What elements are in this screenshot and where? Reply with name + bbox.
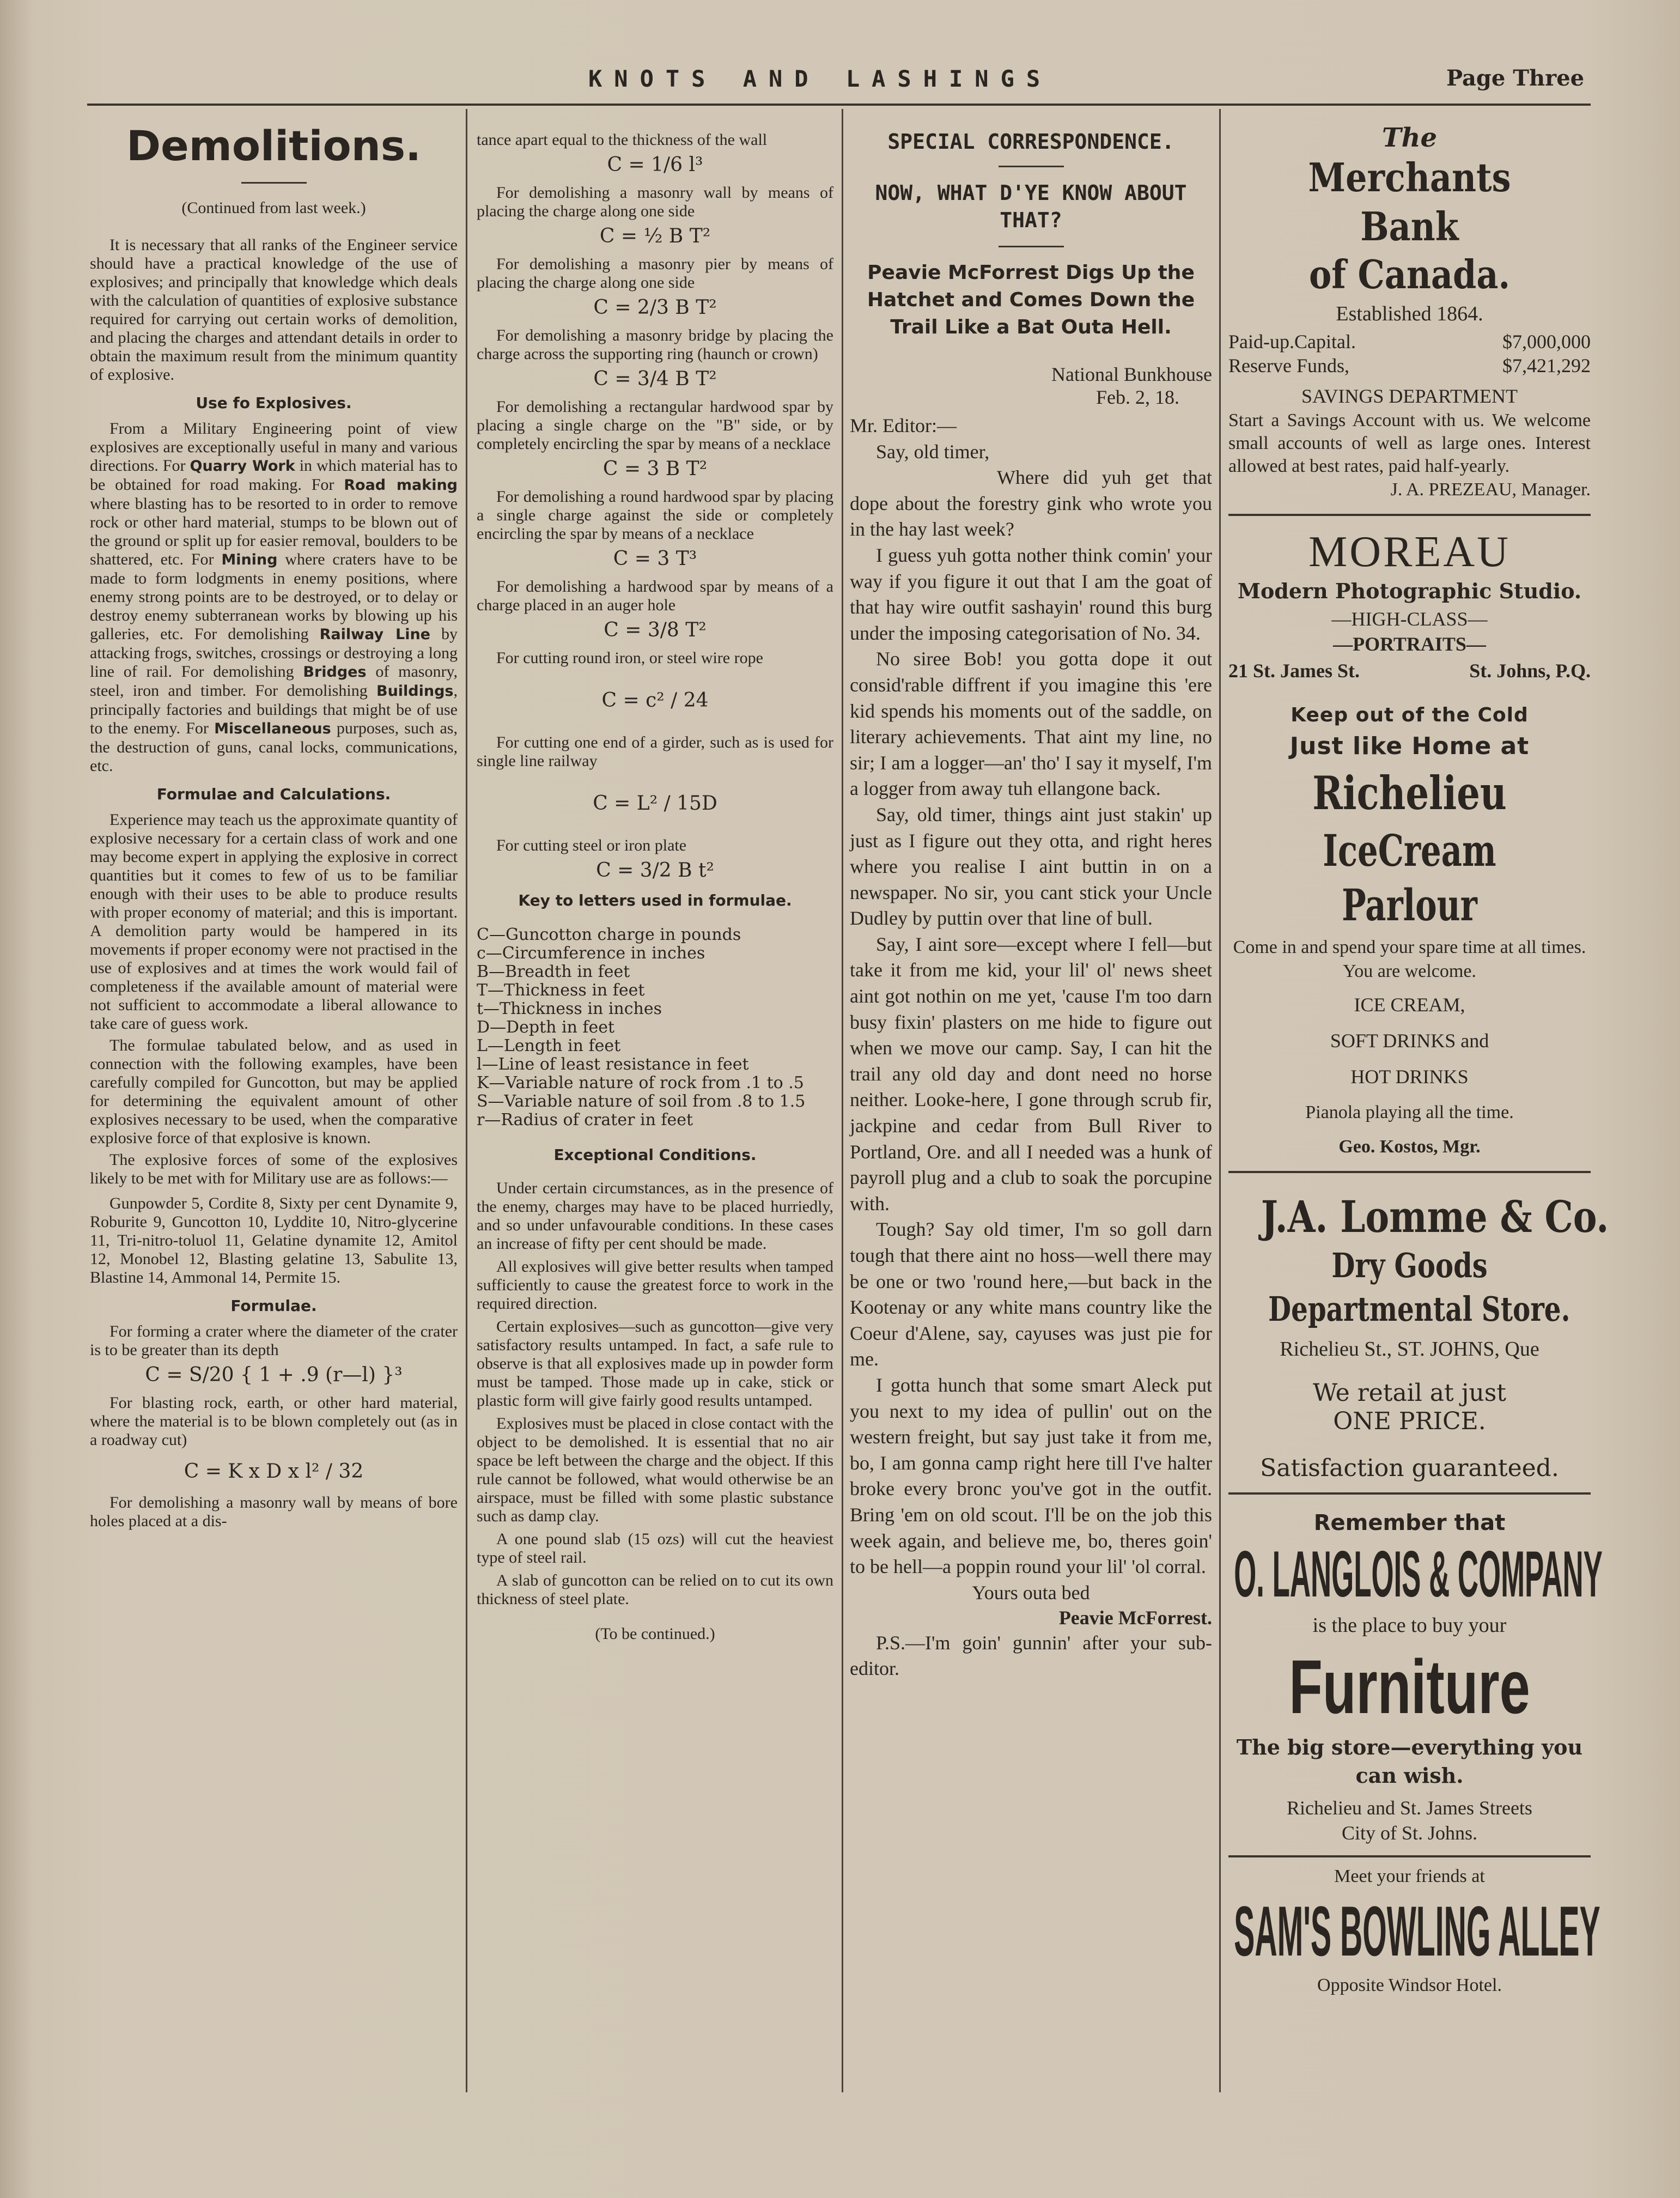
langlois-remember: Remember that xyxy=(1313,1510,1506,1535)
paragraph: Say, old timer, things aint just stakin' up just as I figure out they otta, and right heres where you realise I aint buttin in on a newspaper. No sir, you cant stick your Uncle Dudley by puttin over that line of bull. xyxy=(850,803,1212,930)
bank-established: Established 1864. xyxy=(1336,302,1483,325)
paragraph: All explosives will give better results when tamped sufficiently to cause the greatest force to work in the required direction. xyxy=(477,1258,833,1313)
richelieu-pianola: Pianola playing all the time. xyxy=(1305,1102,1514,1122)
langlois-address1: Richelieu and St. James Streets xyxy=(1287,1797,1532,1819)
column-rule xyxy=(842,109,843,2092)
paragraph-uses: From a Military Engineering point of view explosives are exceptionally useful in many and various directions. For Quarry Work in which material has to be obtained for road making. For Road making where blasting has to be resorted to in order to remove rock or other hard material, stumps to be blown out of the ground or split up for easier removal, boulders to be shattered, etc. For Mining where craters have to be made to form lodgments in enemy positions, where enemy strong points are to be destroyed, or to delay or destroy enemy subterranean works by blowing up his galleries, etc. For demolishing Railway Line by attacking frogs, switches, crossings or destroying a long line of rail. For demolishing Bridges of masonry, steel, iron and timber. For demolishing Buildings, principally factories and buildings that might be of use to the enemy. For Miscellaneous purposes, such as, the destruction of guns, canal locks, communications, etc. xyxy=(90,420,458,775)
richelieu-parlour: IceCream Parlour xyxy=(1323,825,1496,931)
paragraph: tance apart equal to the thickness of the wall xyxy=(477,131,768,149)
ad-divider xyxy=(1228,1171,1591,1173)
paragraph: For demolishing a masonry wall by means of bore holes placed at a dis- xyxy=(90,1493,458,1530)
formula: C = 3/8 T² xyxy=(604,619,707,641)
moreau-address xyxy=(1228,657,1591,685)
ad-lomme xyxy=(1228,1189,1609,1485)
formula: C = 3 B T² xyxy=(602,458,708,480)
paragraph: For cutting round iron, or steel wire rope xyxy=(496,649,763,667)
formula: C = 2/3 B T² xyxy=(593,296,717,319)
paragraph: Say, old timer, xyxy=(876,440,990,463)
bank-manager: J. A. PREZEAU, Manager. xyxy=(1390,479,1591,500)
richelieu-text: Come in and spend your spare time at all times. You are welcome. xyxy=(1233,937,1586,981)
section-heading: Exceptional Conditions. xyxy=(553,1146,757,1164)
formula: C = 1/6 l³ xyxy=(607,154,703,176)
richelieu-name: Richelieu xyxy=(1312,766,1507,820)
paragraph: For demolishing a masonry pier by means of placing the charge along one side xyxy=(477,255,833,292)
continued-note: (Continued from last week.) xyxy=(181,199,366,217)
column-rule xyxy=(1219,109,1221,2092)
langlois-address2: City of St. Johns. xyxy=(1341,1822,1478,1844)
key-item: K—Variable nature of rock from .1 to .5 xyxy=(477,1073,804,1092)
moreau-name: MOREAU xyxy=(1308,528,1511,576)
lomme-satisfaction: Satisfaction guaranteed. xyxy=(1260,1454,1559,1482)
paragraph: I guess yuh gotta nother think comin' your way if you figure it out that I am the goat of that hay wire outfit sashayin' round this burg under the imposing categorisation of No. 34. xyxy=(850,544,1212,644)
section-heading: Key to letters used in formulae. xyxy=(518,891,792,909)
paragraph: Experience may teach us the approximate quantity of explosive necessary for a certain class of work and one may become expert in applying the explosive in correct quantities but it comes to few of us to be familiar enough with their uses to be able to produce results with proper economy of material; and this is important. A demolition party would be hampered in its movements if proper economy were not practised in the use of explosives and at times the work would fail of completeness if the available amount of material were not sufficient to accommodate a liberal allowance to take care of guess work. xyxy=(90,811,458,1033)
richelieu-manager: Geo. Kostos, Mgr. xyxy=(1338,1137,1481,1157)
lomme-name: J.A. Lomme & Co. xyxy=(1261,1191,1609,1242)
formula: C = L² / 15D xyxy=(593,792,717,815)
moreau-city: St. Johns, P.Q. xyxy=(1469,660,1591,682)
advertisements xyxy=(1228,123,1609,1999)
moreau-portraits: —PORTRAITS— xyxy=(1333,633,1486,655)
letter-place: National Bunkhouse xyxy=(1051,363,1212,385)
formula: C = K x D x l² / 32 xyxy=(184,1460,364,1483)
lomme-address: Richelieu St., ST. JOHNS, Que xyxy=(1280,1338,1539,1361)
page-number: Page Three xyxy=(1446,65,1585,91)
paragraph: Certain explosives—such as guncotton—give very satisfactory results untamped. In fact, a safe rule to observe is that all explosives made up in powder form must be tamped. Those made up in cake, stick or plastic form will give fairly good results untamped. xyxy=(477,1317,833,1410)
bank-name-line2: of Canada. xyxy=(1308,251,1511,297)
capital-label: Paid-up.Capital. xyxy=(1228,331,1356,353)
ad-divider xyxy=(1228,1492,1591,1495)
richelieu-tag1: Keep out of the Cold xyxy=(1291,704,1529,726)
lomme-retail2: ONE PRICE. xyxy=(1333,1407,1486,1435)
paragraph: For demolishing a hardwood spar by means of a charge placed in an auger hole xyxy=(477,578,833,614)
page-header xyxy=(0,65,1680,98)
savings-dept: SAVINGS DEPARTMENT xyxy=(1301,385,1518,407)
formula: C = 3/2 B t² xyxy=(596,859,714,882)
paragraph: Gunpowder 5, Cordite 8, Sixty per cent Dynamite 9, Roburite 9, Guncotton 10, Lyddite 10, Nitro-glycerine 11, Tri-nitro-toluol 11, Gelatine dynamite 12, Amitol 12, Monobel 12, Blasting gelatine 13, Sabulite 13, Blastine 14, Ammonal 14, Permite 15. xyxy=(90,1194,458,1286)
postscript: P.S.—I'm goin' gunnin' after your sub-editor. xyxy=(850,1631,1212,1680)
paragraph: No siree Bob! you gotta dope it out consid'rable diffrent if you imagine this 'ere kid spends his moments out of the saddle, on literary achievements. That aint my line, no sir; I am a logger—an' tho' I say it myself, I'm a logger from away tuh ellangone back. xyxy=(850,648,1212,800)
moreau-class: —HIGH-CLASS— xyxy=(1331,608,1488,630)
key-item: T—Thickness in feet xyxy=(477,981,645,1000)
paragraph: Under certain circumstances, as in the presence of the enemy, charges may have to be placed hurriedly, and so under unfavourable conditions. In these cases an increase of fifty per cent should be made. xyxy=(477,1179,833,1253)
article-demolitions-continued xyxy=(477,131,833,1643)
article-special-correspondence xyxy=(850,130,1212,1682)
section-heading: Formulae. xyxy=(230,1297,317,1315)
paragraph: For demolishing a masonry wall by means of placing the charge along one side xyxy=(477,184,833,220)
richelieu-tag2: Just like Home at xyxy=(1289,732,1530,760)
headline: Demolitions. xyxy=(126,122,421,170)
ad-divider xyxy=(1228,1855,1591,1857)
formula: C = 3/4 B T² xyxy=(593,368,717,390)
paragraph: For cutting steel or iron plate xyxy=(496,836,687,854)
menu-item: ICE CREAM, xyxy=(1354,994,1465,1016)
ad-divider xyxy=(1228,514,1591,516)
paragraph: For demolishing a masonry bridge by placing the charge across the supporting ring (haunch or crown) xyxy=(477,326,833,363)
paragraph: I gotta hunch that some smart Aleck put you next to my idea of pullin' out on the western freight, but say just take it from me, bo, I am gonna camp right here till I've halter broke every bronc you've got in the outfit. Bring 'em on old scout. I'll be on the job this week again, and believe me, bo, theres goin' to be hell—a poppin round your lil' 'ol corral. xyxy=(850,1374,1212,1578)
bank-the: The xyxy=(1381,123,1438,153)
lomme-dry-goods: Dry Goods xyxy=(1331,1246,1488,1285)
salutation: Mr. Editor:— xyxy=(850,415,957,436)
langlois-name: O. LANGLOIS & COMPANY xyxy=(1234,1538,1603,1611)
letter-date: Feb. 2, 18. xyxy=(1096,386,1179,408)
paragraph: The explosive forces of some of the explosives likely to be met with for Military use are as follows:— xyxy=(90,1151,458,1187)
paragraph: Say, I aint sore—except where I fell—but take it from me kid, your lil' ol' news sheet aint got nothin on me yet, 'cause I'm too darn busy fixin' plasters on me hide to figure out when we move our camp. Say, I can hit the trail any old day and dont need no horse neither. Looke-here, I gone through scrub fir, jackpine and cedar from Bull River to Portland, Ore. and all I needed was a hunk of payroll plug and a club to soak the porcupine with. xyxy=(850,933,1212,1215)
paragraph: For forming a crater where the diameter of the crater is to be greater than its depth xyxy=(90,1322,458,1359)
section-heading: Use fo Explosives. xyxy=(196,394,352,412)
key-item: S—Variable nature of soil from .8 to 1.5 xyxy=(477,1092,806,1111)
paragraph: A one pound slab (15 ozs) will cut the heaviest type of steel rail. xyxy=(477,1530,833,1566)
moreau-studio: Modern Photographic Studio. xyxy=(1237,579,1582,603)
column-rule xyxy=(466,109,467,2092)
langlois-place: is the place to buy your xyxy=(1312,1614,1507,1637)
lomme-store: Departmental Store. xyxy=(1268,1289,1571,1329)
paragraph: For cutting one end of a girder, such as is used for single line railway xyxy=(477,733,833,770)
key-item: t—Thickness in inches xyxy=(477,999,662,1018)
paragraph: The formulae tabulated below, and as used in connection with the following examples, have been carefully compiled for Guncotton, but may be applied for determining the equivalent amount of other explosives necessary to be used, when the comparative explosive force of that explosive is known. xyxy=(90,1036,458,1147)
paragraph: For blasting rock, earth, or other hard material, where the material is to be blown completely out (as in a roadway cut) xyxy=(90,1394,458,1449)
section-heading: Formulae and Calculations. xyxy=(156,785,391,803)
moreau-street: 21 St. James St. xyxy=(1228,660,1360,682)
header-rule xyxy=(87,104,1591,106)
formula: C = S/20 { 1 + .9 (r—l) }³ xyxy=(145,1364,403,1386)
ad-langlois xyxy=(1228,1508,1603,1845)
key-item: B—Breadth in feet xyxy=(477,962,630,981)
bank-name: Merchants Bank xyxy=(1308,154,1511,250)
capital-value: $7,000,000 xyxy=(1502,331,1591,353)
subheadline: Peavie McForrest Digs Up the Hatchet and Comes Down the Trail Like a Bat Outa Hell. xyxy=(867,262,1195,338)
spacer xyxy=(1228,685,1591,701)
article-demolitions xyxy=(90,117,458,1531)
paragraph: Tough? Say old timer, I'm so goll darn tough that there aint no hoss—well there may be one or two 'round here,—but back in the Kootenay or any white mans country like the Coeur d'Alene, say, cayuses was just pie for me. xyxy=(850,1218,1212,1370)
section-title: SPECIAL CORRESPONDENCE. xyxy=(887,130,1174,154)
paragraph: Where did yuh get that dope about the forestry gink who wrote you in the hay last week? xyxy=(850,466,1212,541)
menu-item: HOT DRINKS xyxy=(1350,1066,1469,1088)
sams-opposite: Opposite Windsor Hotel. xyxy=(1317,1975,1502,1995)
key-item: L—Length in feet xyxy=(477,1036,621,1055)
ad-sams-bowling xyxy=(1228,1863,1600,1999)
reserve-value: $7,421,292 xyxy=(1502,355,1591,377)
paragraph: For demolishing a round hardwood spar by placing a single charge against the side or completely encircling the spar by means of a necklace xyxy=(477,488,833,543)
to-be-continued: (To be continued.) xyxy=(595,1625,715,1643)
bank-capital-row xyxy=(1228,330,1591,354)
closing: Yours outa bed xyxy=(972,1581,1090,1604)
paragraph: It is necessary that all ranks of the Engineer service should have a practical knowledge of the use of explosives; and principally that knowledge which deals with the calculation of quantities of explosive substance required for carrying out certain works of demolition, and placing the charges and attendant details in order to obtain the maximum result from the minimum quantity of explosive. xyxy=(90,236,458,384)
ad-moreau xyxy=(1228,528,1591,685)
key-item: c—Circumference in inches xyxy=(477,944,705,963)
paragraph: A slab of guncotton can be relied on to cut its own thickness of steel plate. xyxy=(477,1571,833,1608)
ad-richelieu xyxy=(1228,701,1591,1163)
langlois-big-store: The big store—everything you can wish. xyxy=(1236,1735,1583,1788)
ad-merchants-bank xyxy=(1228,123,1591,502)
lomme-retail1: We retail at just xyxy=(1313,1379,1506,1407)
key-item: r—Radius of crater in feet xyxy=(477,1110,693,1130)
formula-key-list xyxy=(477,926,833,1130)
sams-name: SAM'S BOWLING ALLEY xyxy=(1234,1891,1600,1971)
formula: C = 3 T³ xyxy=(613,548,697,570)
menu-item: SOFT DRINKS and xyxy=(1330,1030,1489,1052)
divider xyxy=(999,166,1064,167)
divider xyxy=(241,182,307,184)
key-item: l—Line of least resistance in feet xyxy=(477,1055,749,1074)
key-item: D—Depth in feet xyxy=(477,1018,615,1037)
formula: C = ½ B T² xyxy=(599,225,711,247)
bank-text: Start a Savings Account with us. We welcome small accounts of well as large ones. Interest allowed at best rates, paid half-yearly. xyxy=(1228,410,1591,476)
signature: Peavie McForrest. xyxy=(1058,1606,1212,1629)
paragraph: Explosives must be placed in close contact with the object to be demolished. It is essential that no air space be left between the charge and the object. If this rule cannot be followed, what would otherwise be an airspace, must be filled with some plastic substance such as damp clay. xyxy=(477,1414,833,1525)
bank-reserve-row xyxy=(1228,354,1591,378)
reserve-label: Reserve Funds, xyxy=(1228,355,1349,377)
headline: NOW, WHAT D'YE KNOW ABOUT THAT? xyxy=(875,181,1187,232)
masthead-title: KNOTS AND LASHINGS xyxy=(588,65,1052,92)
paragraph: For demolishing a rectangular hardwood spar by placing a single charge on the "B" side, or by completely encircling the spar by means of a necklace xyxy=(477,398,833,453)
key-item: C—Guncotton charge in pounds xyxy=(477,925,741,944)
formula: C = c² / 24 xyxy=(601,689,709,712)
divider xyxy=(999,246,1064,247)
langlois-furniture: Furniture xyxy=(1289,1644,1530,1729)
sams-meet: Meet your friends at xyxy=(1334,1866,1485,1886)
